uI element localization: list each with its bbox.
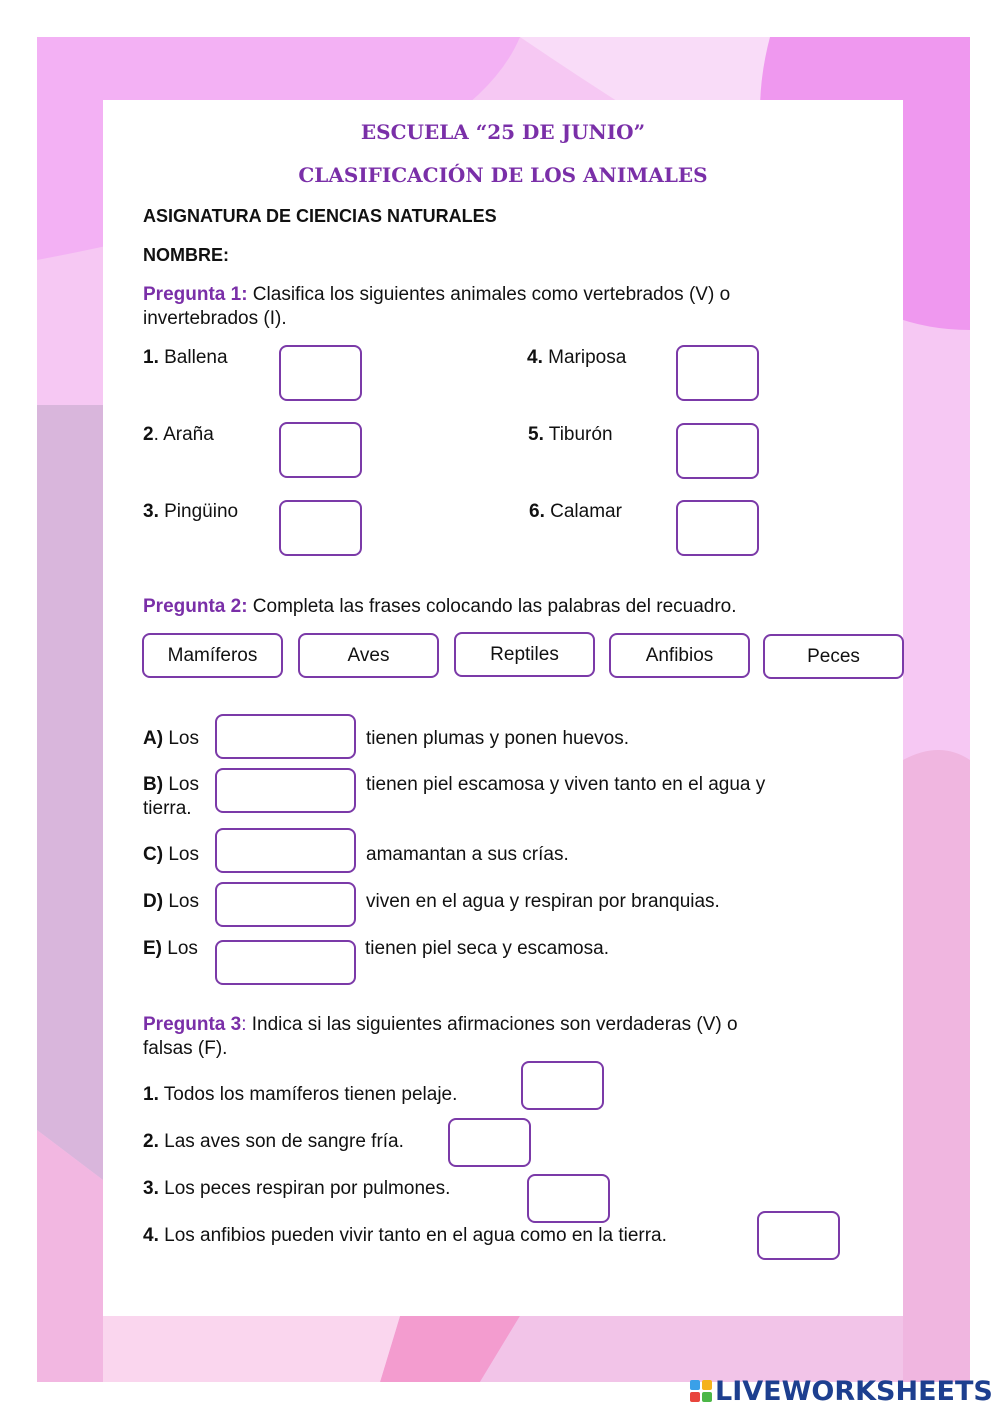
q1-prompt [143,284,730,306]
q2-sentence-b-start: B) Los [143,774,199,795]
word-bank-peces[interactable]: Peces [763,634,904,679]
q2-sentence-e-start: E) Los [143,938,198,959]
liveworksheets-logo-icon [690,1380,712,1402]
q1-text: Clasifica los siguientes animales como vertebrados (V) o [247,284,731,305]
q3-answer-box-1[interactable] [521,1061,604,1110]
school-title: ESCUELA “25 DE JUNIO” [360,120,646,144]
q1-answer-box-4[interactable] [676,345,759,401]
q2-prompt [143,596,737,618]
q1-item-6: 6. Calamar [529,501,622,522]
q2-sentence-b-end: tienen piel escamosa y viven tanto en el agua y [366,774,766,795]
q1-label: Pregunta 1: [143,284,248,305]
q3-statement-3: 3. Los peces respiran por pulmones. [143,1178,451,1199]
q2-sentence-b-line2: tierra. [143,798,192,819]
q1-item-4: 4. Mariposa [527,347,627,368]
q3-prompt: Pregunta 3: Indica si las siguientes afirmaciones son verdaderas (V) o [143,1014,738,1035]
subject-label: ASIGNATURA DE CIENCIAS NATURALES [143,206,497,226]
q1-item-5: 5. Tiburón [528,424,613,445]
q2-sentence-d-end: viven en el agua y respiran por branquias. [366,891,720,912]
q1-answer-box-1[interactable] [279,345,362,401]
q1-item-1: 1. Ballena [143,347,228,368]
q3-statement-4: 4. Los anfibios pueden vivir tanto en el agua como en la tierra. [143,1225,667,1246]
q2-drop-box-c[interactable] [215,828,356,873]
word-bank-aves[interactable]: Aves [298,633,439,678]
q2-text: Completa las frases colocando las palabras del recuadro. [247,596,737,617]
q2-sentence-a-start: A) Los [143,728,199,749]
q3-text: Indica si las siguientes afirmaciones son verdaderas (V) o [246,1014,738,1035]
worksheet-title: CLASIFICACIÓN DE LOS ANIMALES [298,163,708,187]
q2-drop-box-e[interactable] [215,940,356,985]
q3-label: Pregunta 3 [143,1014,242,1035]
q1-answer-box-6[interactable] [676,500,759,556]
q2-label: Pregunta 2: [143,596,248,617]
q3-statement-2: 2. Las aves son de sangre fría. [143,1131,404,1152]
q1-item-2: 2. Araña [143,424,214,445]
q2-sentence-c-end: amamantan a sus crías. [366,844,569,865]
q2-sentence-e-end: tienen piel seca y escamosa. [365,938,609,959]
q1-answer-box-3[interactable] [279,500,362,556]
word-bank-anfibios[interactable]: Anfibios [609,633,750,678]
q3-answer-box-4[interactable] [757,1211,840,1260]
q2-sentence-c-start: C) Los [143,844,199,865]
q2-drop-box-d[interactable] [215,882,356,927]
name-label: NOMBRE: [143,245,229,265]
q2-sentence-d-start: D) Los [143,891,199,912]
q1-answer-box-2[interactable] [279,422,362,478]
q1-answer-box-5[interactable] [676,423,759,479]
q1-item-3: 3. Pingüino [143,501,239,522]
q2-sentence-a-end: tienen plumas y ponen huevos. [366,728,630,749]
q3-prompt-line2: falsas (F). [143,1038,228,1059]
word-bank-reptiles[interactable]: Reptiles [454,632,595,677]
word-bank-mamiferos[interactable]: Mamíferos [142,633,283,678]
liveworksheets-logo [690,1374,993,1408]
q3-answer-box-2[interactable] [448,1118,531,1167]
q2-drop-box-b[interactable] [215,768,356,813]
q1-prompt-line2: invertebrados (I). [143,308,287,329]
liveworksheets-brand-text: LIVEWORKSHEETS [715,1375,993,1407]
q3-statement-1: 1. Todos los mamíferos tienen pelaje. [143,1084,458,1105]
q3-answer-box-3[interactable] [527,1174,610,1223]
q2-drop-box-a[interactable] [215,714,356,759]
